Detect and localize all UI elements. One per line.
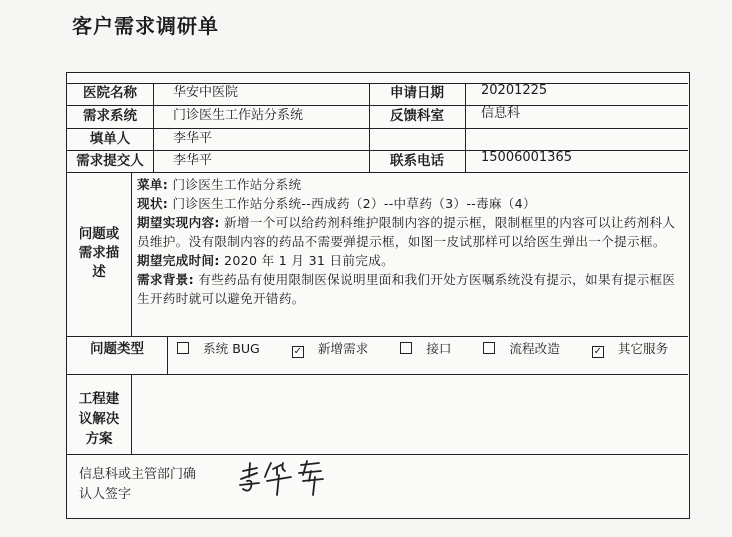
expect-key: 期望实现内容:	[137, 215, 220, 230]
hospital-label: 医院名称	[83, 85, 137, 101]
submitter-value: 李华平	[173, 153, 213, 168]
hospital-value: 华安中医院	[173, 85, 239, 100]
problem-label-line-3: 述	[92, 264, 106, 280]
solution-label-line-1: 工程建	[78, 391, 120, 407]
page-title: 客户需求调研单	[72, 14, 219, 38]
phone-label: 联系电话	[390, 153, 444, 169]
status-value: 门诊医生工作站分系统--西成药（2）--中草药（3）--毒麻（4）	[172, 196, 536, 211]
submitter-label: 需求提交人	[76, 153, 144, 169]
checkbox-checked-icon[interactable]: ✓	[293, 346, 303, 357]
solution-label-line-3: 方案	[85, 431, 113, 447]
solution-label-line-2: 议解决	[78, 411, 120, 427]
system-label: 需求系统	[83, 108, 137, 124]
option-interface[interactable]: 接口	[400, 341, 465, 356]
date-value: 20201225	[481, 83, 548, 98]
filler-label: 填单人	[89, 131, 131, 147]
problem-type-label: 问题类型	[90, 341, 144, 357]
checkbox-icon[interactable]	[177, 342, 189, 354]
signature-label	[79, 465, 196, 505]
deadline-key: 期望完成时间:	[137, 253, 220, 268]
expect-value: 新增一个可以给药剂科维护限制内容的提示框，限制框里的内容可以让药剂科人员维护。没有限制内容的药品不需要弹提示框，如图一皮试那样可以给医生弹出一个提示框。	[137, 215, 676, 249]
checkbox-icon[interactable]	[400, 342, 412, 354]
signature-label-line-1: 信息科或主管部门确	[79, 467, 197, 482]
option-process[interactable]: 流程改造	[483, 341, 573, 356]
date-label: 申请日期	[390, 85, 444, 101]
solution-label	[67, 389, 131, 449]
problem-type-options	[177, 338, 696, 358]
dept-label: 反馈科室	[390, 108, 444, 124]
background-value: 有些药品有使用限制医保说明里面和我们开处方医嘱系统没有提示，如果有提示框医生开药时就可以避免开错药。	[137, 272, 676, 306]
menu-key: 菜单:	[137, 177, 169, 192]
problem-description	[137, 175, 687, 308]
option-other-service[interactable]: ✓ 其它服务	[593, 341, 669, 357]
background-key: 需求背景:	[137, 272, 194, 287]
problem-label	[67, 225, 131, 282]
phone-value: 15006001365	[481, 150, 572, 165]
status-key: 现状:	[137, 196, 169, 211]
requirement-form	[66, 72, 690, 519]
option-system-bug[interactable]: 系统 BUG	[177, 341, 274, 356]
checkbox-checked-icon[interactable]: ✓	[593, 346, 602, 357]
deadline-value: 2020 年 1 月 31 日前完成。	[224, 253, 394, 268]
problem-label-line-1: 问题或	[78, 226, 120, 242]
handwritten-signature	[237, 459, 329, 499]
problem-label-line-2: 需求描	[78, 245, 120, 261]
checkbox-icon[interactable]	[483, 342, 495, 354]
system-value: 门诊医生工作站分系统	[173, 108, 304, 123]
option-new-requirement[interactable]: ✓ 新增需求	[293, 341, 369, 357]
menu-value: 门诊医生工作站分系统	[172, 177, 302, 192]
dept-value: 信息科	[481, 106, 521, 121]
signature-label-line-2: 认人签字	[79, 487, 132, 502]
filler-value: 李华平	[173, 131, 213, 146]
